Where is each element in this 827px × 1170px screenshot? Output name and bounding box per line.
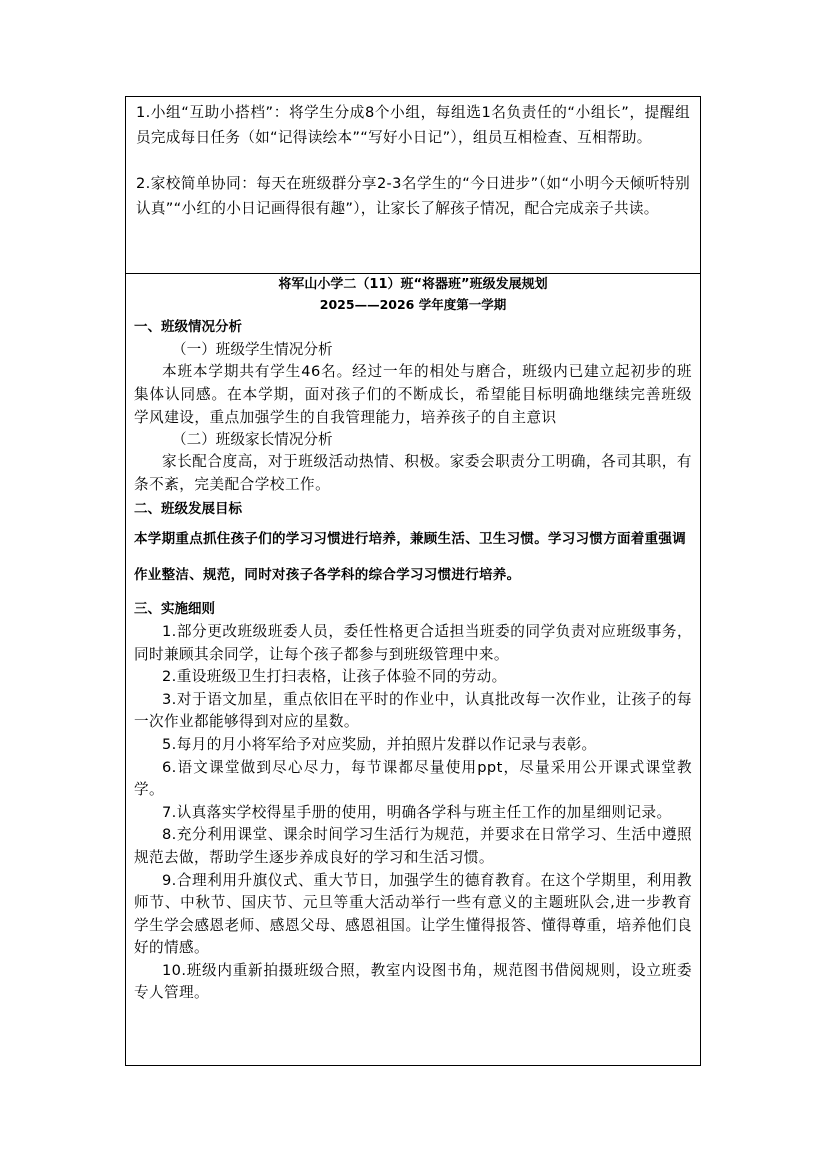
list-item: 10.班级内重新拍摄班级合照，教室内设图书角，规范图书借阅规则，设立班委专人管理。: [134, 961, 692, 1002]
section-heading-goals: 二、班级发展目标: [134, 500, 242, 517]
list-item: 1.部分更改班级班委人员，委任性格更合适担当班委的同学负责对应班级事务，同时兼顾其余同学，让每个孩子都参与到班级管理中来。: [134, 622, 692, 663]
list-item: 5.每月的月小将军给予对应奖励，并拍照片发群以作记录与表彰。: [162, 735, 597, 753]
paragraph-goals: 本学期重点抓住孩子们的学习习惯进行培养，兼顾生活、卫生习惯。学习习惯方面着重强调作业整洁、规范，同时对孩子各学科的综合学习习惯进行培养。: [134, 530, 686, 583]
list-item: 3.对于语文加星，重点依旧在平时的作业中，认真批改每一次作业，让孩子的每一次作业都能够得到对应的星数。: [134, 690, 692, 731]
paragraph-parents: 家长配合度高，对于班级活动热情、积极。家委会职责分工明确，各司其职，有条不紊，完美配合学校工作。: [134, 453, 692, 494]
plan-title: 将军山小学二（11）班“将器班”班级发展规划: [278, 277, 548, 292]
table-cell-measures: [136, 101, 690, 271]
list-item: 7.认真落实学校得星手册的使用，明确各学科与班主任工作的加星细则记录。: [162, 803, 672, 821]
section-heading-analysis: 一、班级情况分析: [134, 319, 242, 335]
section-heading-implementation: 三、实施细则: [134, 600, 215, 617]
subheading-students: （一）班级学生情况分析: [172, 341, 333, 358]
list-item: 6.语文课堂做到尽心尽力，每节课都尽量使用ppt，尽量采用公开课式课堂教学。: [134, 758, 692, 799]
plan-subtitle: 2025——2026 学年度第一学期: [319, 297, 507, 312]
list-item: 2.重设班级卫生打扫表格，让孩子体验不同的劳动。: [162, 668, 507, 686]
measure-paragraph-2: 2.家校简单协同：每天在班级群分享2-3名学生的“今日进步”（如“小明今天倾听特别认真”“小红的小日记画得很有趣”），让家长了解孩子情况，配合完成亲子共读。: [136, 175, 690, 217]
list-item: 8.充分利用课堂、课余时间学习生活行为规范，并要求在日常学习、生活中遵照规范去做，帮助学生逐步养成良好的学习和生活习惯。: [134, 826, 692, 866]
list-item: 9.合理利用升旗仪式、重大节日，加强学生的德育教育。在这个学期里，利用教师节、中秋节、国庆节、元旦等重大活动举行一些有意义的主题班队会,进一步教育学生学会感恩老师、感恩父母、感恩祖国。让学生懂得报答、懂得尊重，培养他们良好的情感。: [134, 871, 692, 957]
table-row-divider: [126, 273, 700, 274]
implementation-list: [134, 621, 692, 1005]
subheading-parents: （二）班级家长情况分析: [172, 431, 333, 449]
table-cell-plan: [134, 275, 692, 1065]
plan-table: [125, 96, 701, 1066]
measure-paragraph-1: 1.小组“互助小搭档”：将学生分成8个小组，每组选1名负责任的“小组长”，提醒组员完成每日任务（如“记得读绘本”“写好小日记”），组员互相检查、互相帮助。: [136, 104, 690, 146]
paragraph-students: 本班本学期共有学生46名。经过一年的相处与磨合，班级内已建立起初步的班集体认同感。在本学期，面对孩子们的不断成长，希望能目标明确地继续完善班级学风建设，重点加强学生的自我管理能力，培养孩子的自主意识: [134, 363, 692, 426]
